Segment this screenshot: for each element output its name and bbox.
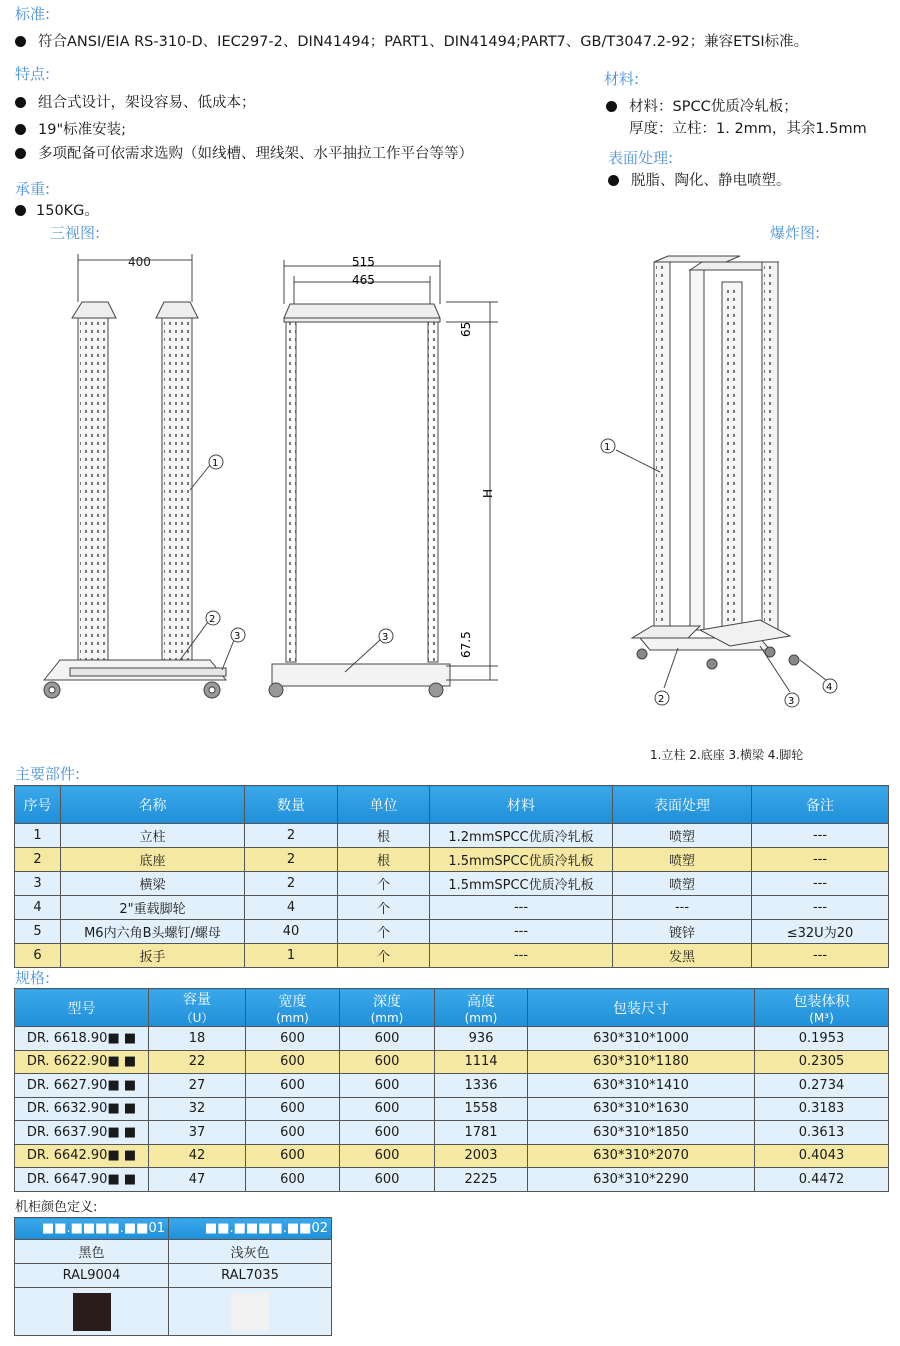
cell: 根 [338,824,430,848]
load-line: 150KG。 [15,199,99,220]
exploded-view-label: 爆炸图: [770,224,821,242]
cell: 3 [15,872,61,896]
cell: 600 [340,1074,435,1098]
cell: 个 [338,944,430,968]
cell: 1 [15,824,61,848]
cell: 630*310*2070 [528,1144,755,1168]
features-heading: 特点: [15,65,51,83]
col-header: 宽度 (mm) [246,989,340,1027]
cell: 发黑 [613,944,752,968]
table-row [15,1050,889,1074]
cell: 2225 [435,1168,528,1192]
color-swatch-grey [231,1293,269,1331]
cell: 5 [15,920,61,944]
col-header: 序号 [15,786,61,824]
cell: 600 [340,1027,435,1051]
feature-item: 19"标准安装; [15,118,126,139]
cell: --- [430,920,613,944]
cell: DR. 6622.90■ ■ [15,1050,149,1074]
exploded-callouts [601,439,837,707]
col-header: 材料 [430,786,613,824]
material-line-1: 材料：SPCC优质冷轧板； [606,95,798,116]
callout-1-exploded: 1 [604,442,611,453]
technical-drawings [0,240,900,760]
material-heading: 材料: [604,70,640,88]
cell: 600 [340,1097,435,1121]
cell: 根 [338,848,430,872]
table-row [15,1144,889,1168]
table-row [15,824,889,848]
cell: 喷塑 [613,848,752,872]
cell: 2 [245,872,338,896]
table-row [15,920,889,944]
col-header: 数量 [245,786,338,824]
cell: DR. 6632.90■ ■ [15,1097,149,1121]
load-heading: 承重: [15,180,51,198]
callout-3-side: 3 [234,631,241,642]
table-row [15,896,889,920]
dim-400: 400 [128,255,151,269]
cell: DR. 6642.90■ ■ [15,1144,149,1168]
cell: 喷塑 [613,872,752,896]
cell: 18 [149,1027,246,1051]
callout-2-exploded: 2 [658,694,665,705]
cell: 喷塑 [613,824,752,848]
swatch-cell [15,1288,169,1336]
cell: 600 [246,1027,340,1051]
bullet-icon [15,97,26,108]
cell: 0.4472 [755,1168,889,1192]
cell: 4 [245,896,338,920]
col-header: 备注 [752,786,889,824]
cell: 0.1953 [755,1027,889,1051]
bullet-icon [15,36,26,47]
col-header: 包装尺寸 [528,989,755,1027]
table-row [15,1121,889,1145]
table-row [15,872,889,896]
cell: 630*310*1000 [528,1027,755,1051]
dim-65: 65 [459,321,473,337]
table-row [15,1264,332,1288]
cell: --- [752,824,889,848]
callout-3-exploded: 3 [788,696,795,707]
cell: 2 [245,848,338,872]
cell: 1.5mmSPCC优质冷轧板 [430,872,613,896]
cell: 立柱 [61,824,245,848]
callout-2-side: 2 [209,614,216,625]
feature-item: 组合式设计，架设容易、低成本； [15,91,256,112]
cell: 936 [435,1027,528,1051]
cell: DR. 6647.90■ ■ [15,1168,149,1192]
cell: 0.3183 [755,1097,889,1121]
table-row [15,1027,889,1051]
cell: 4 [15,896,61,920]
col-header: 深度 (mm) [340,989,435,1027]
table-row [15,1288,332,1336]
cell: 630*310*1850 [528,1121,755,1145]
cell: 横梁 [61,872,245,896]
table-row [15,1074,889,1098]
standard-heading: 标准: [15,5,51,23]
cell: 个 [338,920,430,944]
cell: ≤32U为20 [752,920,889,944]
cell: 47 [149,1168,246,1192]
cell: 个 [338,872,430,896]
callout-3-front: 3 [382,632,389,643]
cell: 600 [246,1144,340,1168]
feature-item: 多项配备可依需求选购（如线槽、理线架、水平抽拉工作平台等等） [15,142,473,163]
cell: --- [613,896,752,920]
color-name: 黑色 [15,1240,169,1264]
cell: DR. 6627.90■ ■ [15,1074,149,1098]
cell: --- [752,944,889,968]
cell: 1558 [435,1097,528,1121]
bullet-icon [608,175,619,186]
table-row [15,944,889,968]
dim-465: 465 [352,273,375,287]
surface-heading: 表面处理: [608,149,674,167]
col-header: 名称 [61,786,245,824]
dim-515: 515 [352,255,375,269]
exploded-view-drawing [616,256,826,692]
bullet-icon [606,101,617,112]
cell: 0.3613 [755,1121,889,1145]
cell: 32 [149,1097,246,1121]
cell: 镀锌 [613,920,752,944]
cell: 22 [149,1050,246,1074]
cell: 600 [246,1121,340,1145]
cell: --- [430,944,613,968]
cell: 2 [245,824,338,848]
table-row [15,848,889,872]
cell: 37 [149,1121,246,1145]
cell: 630*310*2290 [528,1168,755,1192]
cell: 630*310*1180 [528,1050,755,1074]
color-code: ■■.■■■■.■■01 [15,1218,169,1240]
cell: 600 [340,1144,435,1168]
table-row [15,1240,332,1264]
parts-heading: 主要部件: [15,765,81,783]
cell: 0.2305 [755,1050,889,1074]
cell: 1.5mmSPCC优质冷轧板 [430,848,613,872]
colors-heading: 机柜颜色定义: [15,1200,98,1215]
cell: 个 [338,896,430,920]
cell: 扳手 [61,944,245,968]
cell: 2 [15,848,61,872]
cell: --- [752,896,889,920]
cell: 600 [340,1050,435,1074]
bullet-icon [15,205,26,216]
color-swatch-black [73,1293,111,1331]
cell: 630*310*1630 [528,1097,755,1121]
cell: 600 [340,1168,435,1192]
cell: 0.2734 [755,1074,889,1098]
cell: --- [752,848,889,872]
color-ral: RAL7035 [169,1264,332,1288]
table-row [15,1168,889,1192]
parts-legend: 1.立柱 2.底座 3.横梁 4.脚轮 [650,748,804,762]
cell: --- [752,872,889,896]
color-name: 浅灰色 [169,1240,332,1264]
cell: --- [430,896,613,920]
cell: 1 [245,944,338,968]
dim-67-5: 67.5 [459,631,473,658]
col-header: 容量 （U） [149,989,246,1027]
bullet-icon [15,124,26,135]
cell: 2"重载脚轮 [61,896,245,920]
cell: 1781 [435,1121,528,1145]
callout-4-exploded: 4 [826,682,833,693]
swatch-cell [169,1288,332,1336]
cell: 600 [246,1168,340,1192]
col-header: 表面处理 [613,786,752,824]
side-view-drawing [44,254,234,698]
dim-height: H [481,488,495,498]
cell: 0.4043 [755,1144,889,1168]
table-row [15,1097,889,1121]
color-ral: RAL9004 [15,1264,169,1288]
three-view-label: 三视图: [50,224,101,242]
cell: 600 [246,1074,340,1098]
cell: 底座 [61,848,245,872]
specs-heading: 规格: [15,969,51,987]
bullet-icon [15,148,26,159]
parts-table [14,785,889,968]
cell: 27 [149,1074,246,1098]
colors-table [14,1217,332,1336]
cell: 1.2mmSPCC优质冷轧板 [430,824,613,848]
cell: 6 [15,944,61,968]
cell: 42 [149,1144,246,1168]
callout-1-side: 1 [212,458,219,469]
cell: 600 [340,1121,435,1145]
cell: 630*310*1410 [528,1074,755,1098]
specs-table [14,988,889,1192]
col-header: 高度 (mm) [435,989,528,1027]
specs-header-row [15,989,889,1027]
parts-header-row [15,786,889,824]
col-header: 包装体积 (M³) [755,989,889,1027]
surface-line: 脱脂、陶化、静电喷塑。 [608,169,791,190]
cell: 1336 [435,1074,528,1098]
cell: DR. 6618.90■ ■ [15,1027,149,1051]
material-line-2: 厚度：立柱：1. 2mm，其余1.5mm [629,121,867,137]
cell: DR. 6637.90■ ■ [15,1121,149,1145]
color-code: ■■.■■■■.■■02 [169,1218,332,1240]
col-header: 单位 [338,786,430,824]
cell: 600 [246,1097,340,1121]
cell: 600 [246,1050,340,1074]
standard-text: 符合ANSI/EIA RS-310-D、IEC297-2、DIN41494；PART1、DIN41494;PART7、GB/T3047.2-92；兼容ETSI标准。 [38,34,809,50]
cell: 1114 [435,1050,528,1074]
col-header: 型号 [15,989,149,1027]
cell: 2003 [435,1144,528,1168]
standard-line [15,30,808,51]
cell: M6内六角B头螺钉/螺母 [61,920,245,944]
cell: 40 [245,920,338,944]
